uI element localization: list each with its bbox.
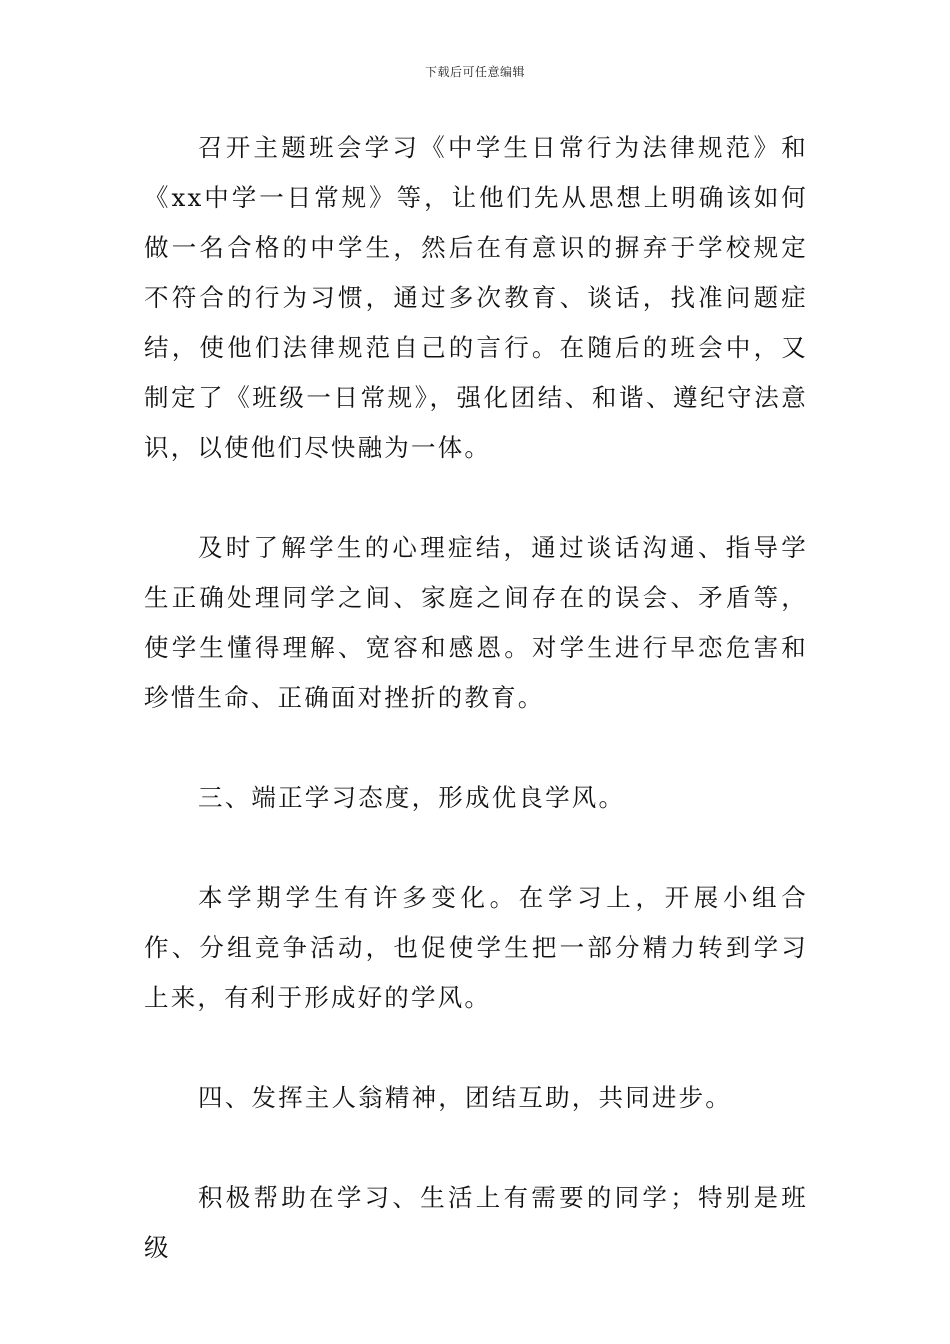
section-heading-four: 四、发挥主人翁精神，团结互助，共同进步。 <box>198 1083 732 1112</box>
paragraph-gap <box>144 1023 808 1073</box>
paragraph-class-meeting: 召开主题班会学习《中学生日常行为法律规范》和《xx中学一日常规》等，让他们先从思想上明确该如何做一名合格的中学生，然后在有意识的摒弃于学校规定不符合的行为习惯，通过多次教育、谈话，找准问题症结，使他们法律规范自己的言行。在随后的班会中，又制定了《班级一日常规》，强化团结、和谐、遵纪守法意识，以使他们尽快融为一体。 <box>144 133 808 462</box>
paragraph-gap <box>144 723 808 773</box>
section-heading-three: 三、端正学习态度，形成优良学风。 <box>198 783 626 812</box>
paragraph-psychology: 及时了解学生的心理症结，通过谈话沟通、指导学生正确处理同学之间、家庭之间存在的误会、矛盾等，使学生懂得理解、宽容和感恩。对学生进行早恋危害和珍惜生命、正确面对挫折的教育。 <box>144 533 808 712</box>
header-note: 下载后可任意编辑 <box>424 65 525 79</box>
document-body <box>144 123 808 1273</box>
paragraph-gap <box>144 473 808 523</box>
paragraph-gap <box>144 1123 808 1173</box>
paragraph-gap <box>144 823 808 873</box>
paragraph-mutual-help: 积极帮助在学习、生活上有需要的同学；特别是班级 <box>144 1183 808 1262</box>
paragraph-study-changes: 本学期学生有许多变化。在学习上，开展小组合作、分组竞争活动，也促使学生把一部分精力转到学习上来，有利于形成好的学风。 <box>144 883 808 1012</box>
